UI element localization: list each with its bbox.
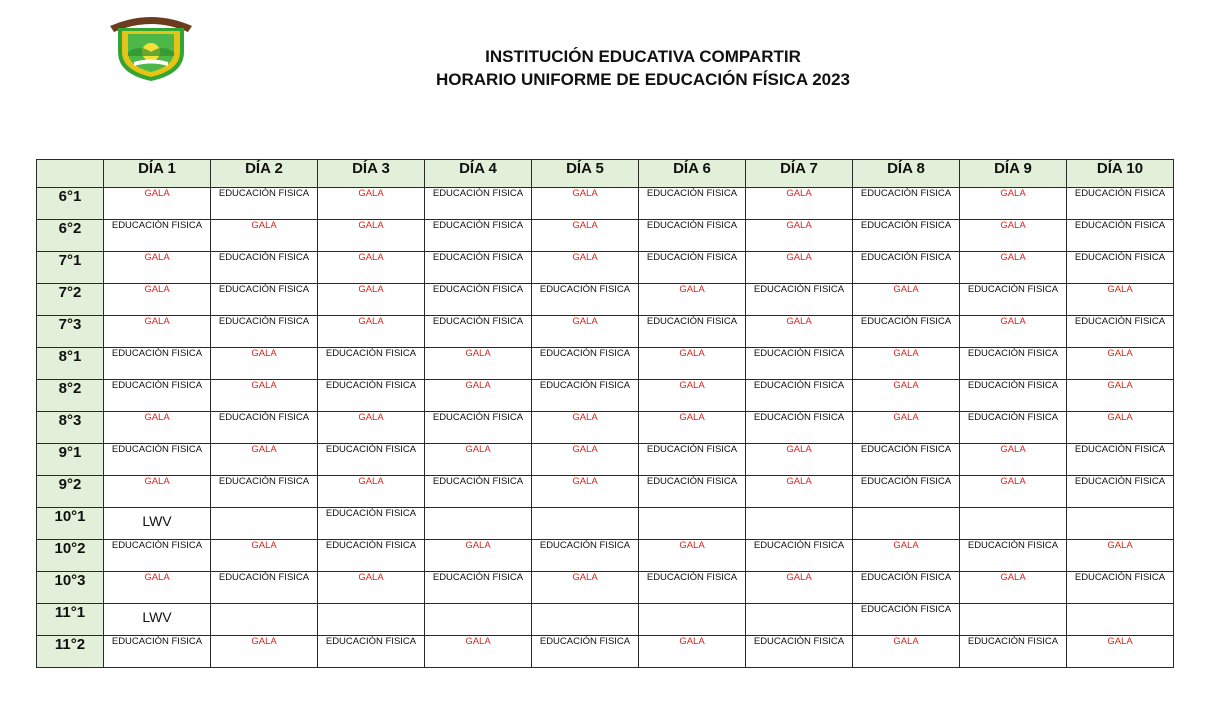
schedule-cell bbox=[425, 508, 532, 540]
schedule-cell: GALA bbox=[104, 476, 211, 508]
grade-label: 7°1 bbox=[37, 252, 104, 284]
schedule-cell: EDUCACIÓN FISICA bbox=[211, 316, 318, 348]
schedule-cell: EDUCACIÓN FISICA bbox=[318, 444, 425, 476]
institution-name: INSTITUCIÓN EDUCATIVA COMPARTIR bbox=[485, 47, 801, 66]
schedule-cell: EDUCACIÓN FISICA bbox=[1067, 444, 1174, 476]
day-header: DÍA 6 bbox=[639, 160, 746, 188]
schedule-cell: EDUCACIÓN FISICA bbox=[960, 348, 1067, 380]
day-header: DÍA 7 bbox=[746, 160, 853, 188]
schedule-cell: GALA bbox=[532, 220, 639, 252]
schedule-cell: GALA bbox=[318, 316, 425, 348]
header-row bbox=[37, 160, 1174, 188]
day-header: DÍA 3 bbox=[318, 160, 425, 188]
schedule-cell: EDUCACIÓN FISICA bbox=[853, 604, 960, 636]
grade-label: 10°1 bbox=[37, 508, 104, 540]
schedule-cell: GALA bbox=[639, 380, 746, 412]
schedule-cell bbox=[1067, 604, 1174, 636]
schedule-cell: GALA bbox=[639, 284, 746, 316]
schedule-cell: GALA bbox=[211, 380, 318, 412]
schedule-cell: LWV bbox=[104, 508, 211, 540]
table-row bbox=[37, 380, 1174, 412]
schedule-cell: GALA bbox=[853, 348, 960, 380]
schedule-cell: GALA bbox=[104, 316, 211, 348]
schedule-cell: GALA bbox=[532, 252, 639, 284]
table-row bbox=[37, 476, 1174, 508]
grade-label: 7°3 bbox=[37, 316, 104, 348]
schedule-cell: GALA bbox=[211, 220, 318, 252]
schedule-cell: EDUCACIÓN FISICA bbox=[425, 316, 532, 348]
schedule-cell: GALA bbox=[639, 540, 746, 572]
schedule-cell bbox=[960, 604, 1067, 636]
schedule-cell: EDUCACIÓN FISICA bbox=[425, 188, 532, 220]
schedule-cell bbox=[425, 604, 532, 636]
schedule-cell: EDUCACIÓN FISICA bbox=[211, 188, 318, 220]
table-row bbox=[37, 348, 1174, 380]
schedule-cell: GALA bbox=[746, 316, 853, 348]
grade-label: 10°2 bbox=[37, 540, 104, 572]
schedule-cell: GALA bbox=[318, 572, 425, 604]
schedule-cell: GALA bbox=[746, 220, 853, 252]
schedule-cell: EDUCACIÓN FISICA bbox=[532, 636, 639, 668]
schedule-cell: EDUCACIÓN FISICA bbox=[532, 540, 639, 572]
schedule-cell: GALA bbox=[1067, 284, 1174, 316]
schedule-cell: GALA bbox=[960, 572, 1067, 604]
schedule-cell bbox=[746, 604, 853, 636]
schedule-cell: EDUCACIÓN FISICA bbox=[746, 636, 853, 668]
schedule-cell: EDUCACIÓN FISICA bbox=[318, 540, 425, 572]
schedule-title: HORARIO UNIFORME DE EDUCACIÓN FÍSICA 2023 bbox=[435, 70, 851, 89]
schedule-cell: EDUCACIÓN FISICA bbox=[853, 444, 960, 476]
schedule-cell: GALA bbox=[853, 412, 960, 444]
schedule-cell: EDUCACIÓN FISICA bbox=[425, 220, 532, 252]
schedule-cell: EDUCACIÓN FISICA bbox=[425, 412, 532, 444]
table-row bbox=[37, 444, 1174, 476]
schedule-cell: EDUCACIÓN FISICA bbox=[960, 380, 1067, 412]
schedule-cell: EDUCACIÓN FISICA bbox=[104, 380, 211, 412]
schedule-cell: EDUCACIÓN FISICA bbox=[1067, 252, 1174, 284]
schedule-cell: GALA bbox=[746, 444, 853, 476]
table-row bbox=[37, 220, 1174, 252]
schedule-cell: GALA bbox=[1067, 348, 1174, 380]
schedule-cell: EDUCACIÓN FISICA bbox=[639, 188, 746, 220]
schedule-cell: GALA bbox=[960, 476, 1067, 508]
schedule-cell: EDUCACIÓN FISICA bbox=[211, 412, 318, 444]
schedule-cell: GALA bbox=[853, 284, 960, 316]
schedule-cell: EDUCACIÓN FISICA bbox=[853, 572, 960, 604]
schedule-cell: EDUCACIÓN FISICA bbox=[639, 220, 746, 252]
schedule-cell: EDUCACIÓN FISICA bbox=[853, 316, 960, 348]
schedule-cell: EDUCACIÓN FISICA bbox=[746, 380, 853, 412]
schedule-cell: GALA bbox=[1067, 380, 1174, 412]
schedule-cell: GALA bbox=[104, 412, 211, 444]
grade-label: 11°1 bbox=[37, 604, 104, 636]
schedule-cell: EDUCACIÓN FISICA bbox=[425, 476, 532, 508]
schedule-cell: GALA bbox=[960, 220, 1067, 252]
schedule-cell: EDUCACIÓN FISICA bbox=[639, 572, 746, 604]
schedule-cell: GALA bbox=[639, 636, 746, 668]
schedule-cell: EDUCACIÓN FISICA bbox=[639, 316, 746, 348]
schedule-cell: EDUCACIÓN FISICA bbox=[318, 380, 425, 412]
school-crest-icon bbox=[106, 8, 196, 82]
grade-label: 8°3 bbox=[37, 412, 104, 444]
schedule-cell bbox=[318, 604, 425, 636]
grade-label: 8°1 bbox=[37, 348, 104, 380]
schedule-cell: GALA bbox=[318, 188, 425, 220]
schedule-cell: EDUCACIÓN FISICA bbox=[1067, 572, 1174, 604]
schedule-cell bbox=[639, 604, 746, 636]
schedule-cell: EDUCACIÓN FISICA bbox=[211, 476, 318, 508]
schedule-cell: EDUCACIÓN FISICA bbox=[104, 444, 211, 476]
schedule-cell: GALA bbox=[425, 444, 532, 476]
schedule-cell: GALA bbox=[746, 572, 853, 604]
schedule-cell: LWV bbox=[104, 604, 211, 636]
schedule-cell bbox=[532, 508, 639, 540]
schedule-cell: GALA bbox=[746, 188, 853, 220]
schedule-cell: EDUCACIÓN FISICA bbox=[532, 348, 639, 380]
schedule-cell: GALA bbox=[960, 188, 1067, 220]
schedule-cell: GALA bbox=[318, 220, 425, 252]
document-title bbox=[300, 46, 986, 91]
day-header: DÍA 4 bbox=[425, 160, 532, 188]
schedule-cell bbox=[211, 604, 318, 636]
schedule-cell: EDUCACIÓN FISICA bbox=[318, 636, 425, 668]
day-header: DÍA 2 bbox=[211, 160, 318, 188]
schedule-cell: GALA bbox=[532, 476, 639, 508]
schedule-cell: EDUCACIÓN FISICA bbox=[318, 348, 425, 380]
schedule-cell: EDUCACIÓN FISICA bbox=[318, 508, 425, 540]
schedule-cell: GALA bbox=[211, 540, 318, 572]
schedule-cell: GALA bbox=[853, 540, 960, 572]
schedule-cell: GALA bbox=[853, 380, 960, 412]
schedule-cell: GALA bbox=[104, 252, 211, 284]
schedule-cell bbox=[211, 508, 318, 540]
schedule-cell: GALA bbox=[211, 636, 318, 668]
schedule-cell: EDUCACIÓN FISICA bbox=[1067, 316, 1174, 348]
schedule-cell: EDUCACIÓN FISICA bbox=[746, 284, 853, 316]
schedule-cell: GALA bbox=[746, 252, 853, 284]
schedule-cell: EDUCACIÓN FISICA bbox=[425, 252, 532, 284]
schedule-cell bbox=[1067, 508, 1174, 540]
schedule-cell bbox=[532, 604, 639, 636]
schedule-cell: EDUCACIÓN FISICA bbox=[104, 220, 211, 252]
schedule-cell: EDUCACIÓN FISICA bbox=[853, 476, 960, 508]
schedule-cell: GALA bbox=[211, 444, 318, 476]
schedule-cell: GALA bbox=[425, 540, 532, 572]
table-row bbox=[37, 540, 1174, 572]
table-row bbox=[37, 572, 1174, 604]
schedule-cell: EDUCACIÓN FISICA bbox=[960, 284, 1067, 316]
grade-label: 11°2 bbox=[37, 636, 104, 668]
schedule-cell: EDUCACIÓN FISICA bbox=[104, 636, 211, 668]
schedule-cell: EDUCACIÓN FISICA bbox=[1067, 220, 1174, 252]
schedule-cell: EDUCACIÓN FISICA bbox=[746, 412, 853, 444]
schedule-cell: EDUCACIÓN FISICA bbox=[853, 188, 960, 220]
schedule-cell: EDUCACIÓN FISICA bbox=[639, 252, 746, 284]
day-header: DÍA 5 bbox=[532, 160, 639, 188]
schedule-cell: GALA bbox=[532, 412, 639, 444]
table-row bbox=[37, 316, 1174, 348]
table-row bbox=[37, 252, 1174, 284]
schedule-cell: GALA bbox=[318, 476, 425, 508]
schedule-cell bbox=[960, 508, 1067, 540]
schedule-cell: GALA bbox=[318, 412, 425, 444]
schedule-cell: GALA bbox=[318, 284, 425, 316]
schedule-cell: GALA bbox=[960, 444, 1067, 476]
table-row bbox=[37, 508, 1174, 540]
schedule-cell: GALA bbox=[1067, 636, 1174, 668]
table-row bbox=[37, 284, 1174, 316]
schedule-cell: EDUCACIÓN FISICA bbox=[746, 348, 853, 380]
uniform-schedule-table bbox=[36, 159, 1174, 668]
schedule-cell bbox=[746, 508, 853, 540]
schedule-cell: GALA bbox=[853, 636, 960, 668]
schedule-cell: GALA bbox=[746, 476, 853, 508]
schedule-cell: EDUCACIÓN FISICA bbox=[639, 476, 746, 508]
table-row bbox=[37, 188, 1174, 220]
schedule-cell: GALA bbox=[532, 572, 639, 604]
schedule-cell: EDUCACIÓN FISICA bbox=[853, 252, 960, 284]
schedule-cell: GALA bbox=[104, 188, 211, 220]
schedule-cell: EDUCACIÓN FISICA bbox=[532, 284, 639, 316]
school-logo bbox=[106, 8, 196, 82]
schedule-cell: EDUCACIÓN FISICA bbox=[104, 540, 211, 572]
day-header: DÍA 8 bbox=[853, 160, 960, 188]
table-row bbox=[37, 412, 1174, 444]
schedule-cell: GALA bbox=[318, 252, 425, 284]
schedule-cell bbox=[853, 508, 960, 540]
schedule-cell: EDUCACIÓN FISICA bbox=[104, 348, 211, 380]
schedule-cell: EDUCACIÓN FISICA bbox=[1067, 188, 1174, 220]
schedule-cell: EDUCACIÓN FISICA bbox=[960, 412, 1067, 444]
corner-cell bbox=[37, 160, 104, 188]
schedule-cell: EDUCACIÓN FISICA bbox=[211, 284, 318, 316]
grade-label: 9°1 bbox=[37, 444, 104, 476]
grade-label: 9°2 bbox=[37, 476, 104, 508]
table-row bbox=[37, 604, 1174, 636]
schedule-cell: EDUCACIÓN FISICA bbox=[425, 284, 532, 316]
schedule-cell: EDUCACIÓN FISICA bbox=[639, 444, 746, 476]
schedule-cell: GALA bbox=[425, 380, 532, 412]
schedule-cell: GALA bbox=[211, 348, 318, 380]
schedule-cell: EDUCACIÓN FISICA bbox=[746, 540, 853, 572]
schedule-cell: EDUCACIÓN FISICA bbox=[211, 572, 318, 604]
schedule-cell: GALA bbox=[425, 636, 532, 668]
schedule-cell: GALA bbox=[639, 412, 746, 444]
schedule-cell: EDUCACIÓN FISICA bbox=[211, 252, 318, 284]
day-header: DÍA 1 bbox=[104, 160, 211, 188]
schedule-cell: EDUCACIÓN FISICA bbox=[532, 380, 639, 412]
grade-label: 7°2 bbox=[37, 284, 104, 316]
schedule-cell: EDUCACIÓN FISICA bbox=[425, 572, 532, 604]
schedule-cell: GALA bbox=[1067, 412, 1174, 444]
schedule-cell: EDUCACIÓN FISICA bbox=[960, 636, 1067, 668]
schedule-cell: EDUCACIÓN FISICA bbox=[1067, 476, 1174, 508]
table-row bbox=[37, 636, 1174, 668]
day-header: DÍA 9 bbox=[960, 160, 1067, 188]
schedule-cell: GALA bbox=[532, 444, 639, 476]
schedule-cell: GALA bbox=[960, 316, 1067, 348]
grade-label: 6°1 bbox=[37, 188, 104, 220]
schedule-cell: GALA bbox=[532, 316, 639, 348]
schedule-cell: GALA bbox=[532, 188, 639, 220]
grade-label: 8°2 bbox=[37, 380, 104, 412]
schedule-cell: EDUCACIÓN FISICA bbox=[960, 540, 1067, 572]
schedule-cell: GALA bbox=[960, 252, 1067, 284]
grade-label: 10°3 bbox=[37, 572, 104, 604]
schedule-cell bbox=[639, 508, 746, 540]
day-header: DÍA 10 bbox=[1067, 160, 1174, 188]
schedule-cell: GALA bbox=[425, 348, 532, 380]
schedule-cell: GALA bbox=[1067, 540, 1174, 572]
schedule-cell: GALA bbox=[639, 348, 746, 380]
grade-label: 6°2 bbox=[37, 220, 104, 252]
schedule-cell: GALA bbox=[104, 572, 211, 604]
schedule-cell: EDUCACIÓN FISICA bbox=[853, 220, 960, 252]
schedule-cell: GALA bbox=[104, 284, 211, 316]
